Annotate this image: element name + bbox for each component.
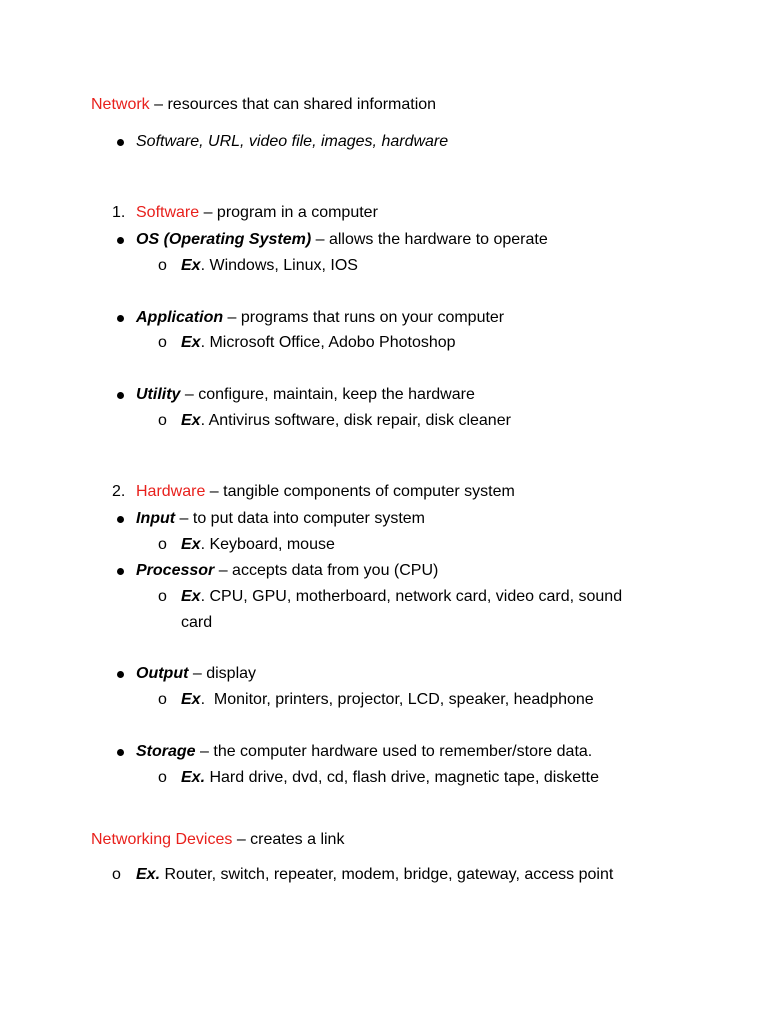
- input-item: [136, 509, 425, 529]
- input-definition: – to put data into computer system: [175, 510, 425, 527]
- output-term: Output: [136, 665, 189, 682]
- input-example: [181, 535, 335, 555]
- processor-definition: – accepts data from you (CPU): [214, 562, 439, 579]
- output-item: [136, 664, 256, 684]
- software-number: 1.: [112, 204, 126, 221]
- networking-devices-term: Networking Devices: [91, 831, 233, 848]
- networking-devices-ex-label: Ex.: [136, 866, 161, 883]
- utility-term: Utility: [136, 386, 181, 403]
- software-term: Software: [136, 204, 200, 221]
- application-item: [136, 308, 504, 328]
- processor-example: [181, 587, 622, 607]
- processor-ex-text: . CPU, GPU, motherboard, network card, video card, sound: [200, 588, 623, 605]
- storage-term: Storage: [136, 743, 196, 760]
- network-examples: Software, URL, video file, images, hardware: [136, 133, 449, 150]
- bullet-dot-icon: [117, 568, 124, 575]
- bullet-circle-icon: o: [158, 536, 167, 553]
- networking-devices-ex-text: Router, switch, repeater, modem, bridge, gateway, access point: [160, 866, 614, 883]
- networking-devices-example: [136, 865, 613, 885]
- os-ex-label: Ex: [181, 257, 201, 274]
- bullet-circle-icon: o: [158, 334, 167, 351]
- bullet-circle-icon: o: [158, 412, 167, 429]
- application-example: [181, 333, 456, 353]
- os-item: [136, 230, 548, 250]
- bullet-dot-icon: [117, 139, 124, 146]
- software-heading: [136, 203, 378, 223]
- network-term: Network: [91, 96, 150, 113]
- storage-definition: – the computer hardware used to remember/store data.: [195, 743, 593, 760]
- input-term: Input: [136, 510, 176, 527]
- network-heading: [91, 95, 436, 115]
- bullet-circle-icon: o: [158, 588, 167, 605]
- utility-ex-label: Ex: [181, 412, 201, 429]
- hardware-definition: – tangible components of computer system: [205, 483, 515, 500]
- os-term: OS (Operating System): [136, 231, 312, 248]
- output-example: [181, 690, 594, 710]
- bullet-dot-icon: [117, 516, 124, 523]
- hardware-heading: [136, 482, 515, 502]
- application-term: Application: [136, 309, 224, 326]
- input-ex-label: Ex: [181, 536, 201, 553]
- processor-ex-label: Ex: [181, 588, 201, 605]
- utility-ex-text: . Antivirus software, disk repair, disk cleaner: [200, 412, 511, 429]
- hardware-term: Hardware: [136, 483, 206, 500]
- processor-term: Processor: [136, 562, 215, 579]
- processor-item: [136, 561, 438, 581]
- bullet-dot-icon: [117, 749, 124, 756]
- os-definition: – allows the hardware to operate: [311, 231, 548, 248]
- bullet-dot-icon: [117, 237, 124, 244]
- storage-ex-text: Hard drive, dvd, cd, flash drive, magnetic tape, diskette: [205, 769, 599, 786]
- os-example: [181, 256, 358, 276]
- networking-devices-definition: – creates a link: [232, 831, 345, 848]
- bullet-circle-icon: o: [112, 866, 121, 883]
- output-ex-label: Ex: [181, 691, 201, 708]
- output-definition: – display: [188, 665, 257, 682]
- output-ex-text: . Monitor, printers, projector, LCD, speaker, headphone: [200, 691, 594, 708]
- bullet-circle-icon: o: [158, 691, 167, 708]
- bullet-dot-icon: [117, 671, 124, 678]
- input-ex-text: . Keyboard, mouse: [200, 536, 335, 553]
- utility-definition: – configure, maintain, keep the hardware: [180, 386, 475, 403]
- storage-item: [136, 742, 592, 762]
- processor-example-continued: card: [181, 614, 213, 631]
- application-definition: – programs that runs on your computer: [223, 309, 505, 326]
- utility-item: [136, 385, 475, 405]
- hardware-number: 2.: [112, 483, 126, 500]
- bullet-dot-icon: [117, 392, 124, 399]
- utility-example: [181, 411, 511, 431]
- application-ex-text: . Microsoft Office, Adobo Photoshop: [200, 334, 456, 351]
- bullet-circle-icon: o: [158, 769, 167, 786]
- networking-devices-heading: [91, 830, 344, 850]
- storage-ex-label: Ex.: [181, 769, 206, 786]
- storage-example: [181, 768, 599, 788]
- software-definition: – program in a computer: [199, 204, 378, 221]
- network-definition: – resources that can shared information: [149, 96, 437, 113]
- bullet-dot-icon: [117, 315, 124, 322]
- os-ex-text: . Windows, Linux, IOS: [200, 257, 358, 274]
- bullet-circle-icon: o: [158, 257, 167, 274]
- application-ex-label: Ex: [181, 334, 201, 351]
